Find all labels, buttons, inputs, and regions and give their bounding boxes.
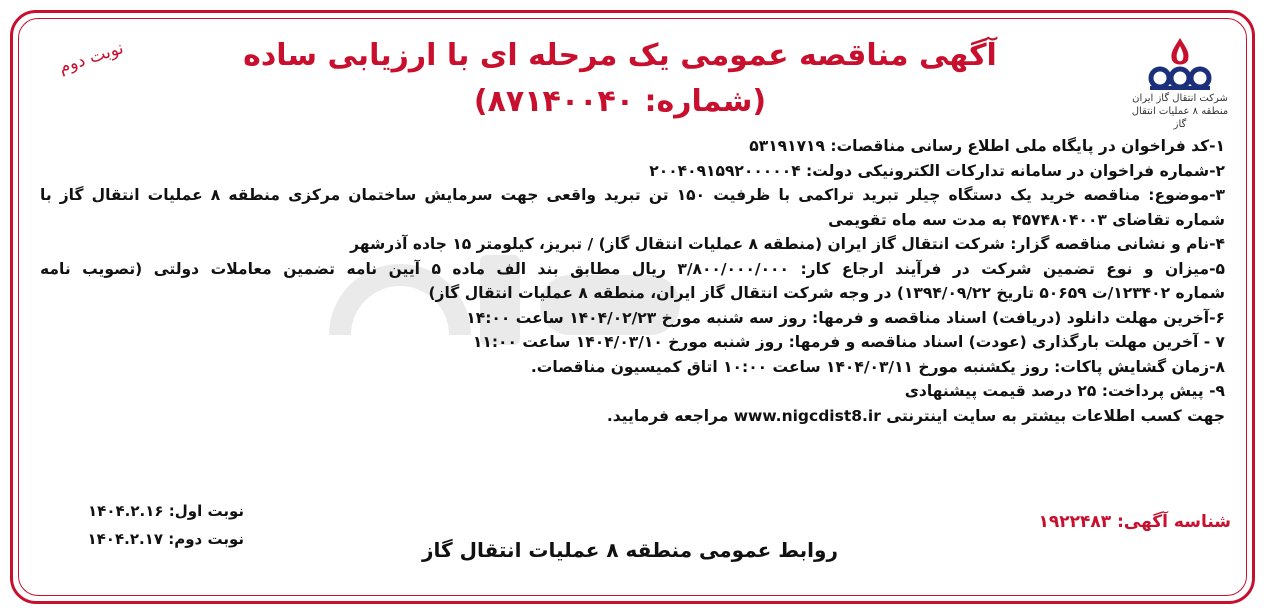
item-organizer: ۴-نام و نشانی مناقصه گزار: شرکت انتقال گاز ایران (منطقه ۸ عملیات انتقال گاز) / تبریز، کیلومتر ۱۵ جاده آذرشهر xyxy=(350,235,1225,253)
item-guarantee-cont: شماره ۱۲۳۴۰۲/ت ۵۰۶۵۹ تاریخ ۱۳۹۴/۰۹/۲۲) در وجه شرکت انتقال گاز ایران، منطقه ۸ عملیات انتقال گاز) xyxy=(428,284,1225,302)
item-guarantee: ۵-میزان و نوع تضمین شرکت در فرآیند ارجاع کار: ۳/۸۰۰/۰۰۰/۰۰۰ ریال مطابق بند الف ماده ۵ آیین نامه تضمین معاملات دولتی (تصویب نامه xyxy=(40,259,1225,278)
logo-caption xyxy=(1125,92,1235,131)
ad-number: (شماره: ۸۷۱۴۰۰۴۰) xyxy=(473,84,767,119)
ad-title: آگهی مناقصه عمومی یک مرحله ای با ارزیابی ساده xyxy=(243,38,997,73)
ad-id: شناسه آگهی: ۱۹۲۲۴۸۳ xyxy=(1038,512,1231,532)
second-round-date: نوبت دوم: ۱۴۰۴.۲.۱۷ xyxy=(87,530,244,548)
item-tender-code: ۱-کد فراخوان در پایگاه ملی اطلاع رسانی مناقصات: ۵۳۱۹۱۷۱۹ xyxy=(749,137,1225,155)
signature: روابط عمومی منطقه ۸ عملیات انتقال گاز xyxy=(422,538,838,562)
item-prepayment: ۹- پیش پرداخت: ۲۵ درصد قیمت پیشنهادی xyxy=(904,382,1225,400)
logo-caption-line1: شرکت انتقال گاز ایران xyxy=(1132,93,1228,104)
round-tag: نوبت دوم xyxy=(56,38,127,78)
item-subject: ۳-موضوع: مناقصه خرید یک دستگاه چیلر تبرید تراکمی با ظرفیت ۱۵۰ تن تبرید واقعی جهت سرمایش ساختمان مرکزی منطقه ۸ عملیات انتقال گاز با xyxy=(40,186,1226,204)
item-website: جهت کسب اطلاعات بیشتر به سایت اینترنتی www.nigcdist8.ir مراجعه فرمایید. xyxy=(606,406,1225,425)
logo-caption-line2: منطقه ۸ عملیات انتقال گاز xyxy=(1131,106,1229,130)
publication-dates xyxy=(64,497,244,553)
item-opening-time: ۸-زمان گشایش پاکات: روز یکشنبه مورخ ۱۴۰۴/۰۳/۱۱ ساعت ۱۰:۰۰ اتاق کمیسیون مناقصات. xyxy=(530,357,1225,376)
first-round-date: نوبت اول: ۱۴۰۴.۲.۱۶ xyxy=(88,502,244,520)
item-subject-cont: شماره تقاضای ۴۵۷۴۸۰۴۰۰۳ به مدت سه ماه تقویمی xyxy=(828,210,1225,229)
item-upload-deadline: ۷ - آخرین مهلت بارگذاری (عودت) اسناد مناقصه و فرمها: روز شنبه مورخ ۱۴۰۴/۰۳/۱۰ ساعت ۱۱:۰۰ xyxy=(472,333,1225,351)
item-download-deadline: ۶-آخرین مهلت دانلود (دریافت) اسناد مناقصه و فرمها: روز سه شنبه مورخ ۱۴۰۴/۰۲/۲۳ ساعت ۱۴:۰۰ xyxy=(466,308,1225,327)
item-call-number: ۲-شماره فراخوان در سامانه تدارکات الکترونیکی دولت: ۲۰۰۴۰۹۱۵۹۲۰۰۰۰۰۴ xyxy=(649,161,1225,180)
ad-body xyxy=(40,134,1225,428)
